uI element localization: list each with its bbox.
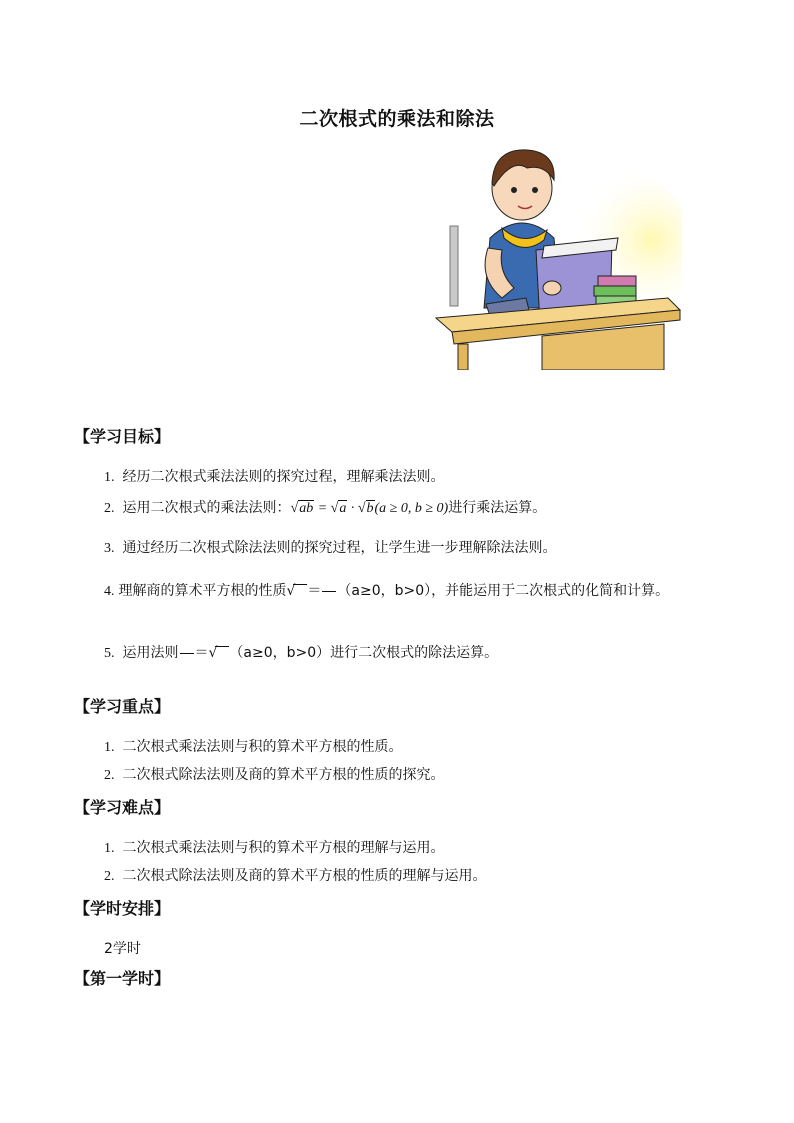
goal-condition: （a≥0，b>0） xyxy=(229,645,331,661)
goal-item-3 xyxy=(104,537,557,557)
focus-number: 1. xyxy=(104,740,115,755)
focus-text: 二次根式乘法法则与积的算术平方根的性质。 xyxy=(122,739,403,755)
student-reading-illustration xyxy=(432,138,682,370)
formula-condition: (a ≥ 0, b ≥ 0) xyxy=(374,501,449,516)
difficulty-number: 2. xyxy=(104,869,115,884)
radicand-b: b xyxy=(366,501,374,516)
goal-text: 通过经历二次根式除法法则的探究过程，让学生进一步理解除法法则。 xyxy=(122,540,557,556)
equals-sign: ＝ xyxy=(307,583,322,599)
goal-text-post: ，并能运用于二次根式的化简和计算。 xyxy=(431,583,670,599)
difficulty-number: 1. xyxy=(104,841,115,856)
radical-sign: √ xyxy=(357,501,366,516)
dot-operator: · xyxy=(347,501,358,516)
difficulty-heading: 【学习难点】 xyxy=(74,798,171,817)
goal-text-pre: 运用法则 xyxy=(122,645,179,661)
multiplication-formula xyxy=(291,500,449,516)
radical-overline xyxy=(293,584,307,599)
goal-item-5 xyxy=(104,642,498,662)
goals-heading: 【学习目标】 xyxy=(74,427,171,446)
goal-number: 3. xyxy=(104,541,115,556)
fraction-bar xyxy=(322,591,336,592)
radicand-a: a xyxy=(339,501,347,516)
goal-number: 1. xyxy=(104,470,115,485)
focus-text: 二次根式除法法则及商的算术平方根的性质的探究。 xyxy=(122,767,445,783)
difficulty-text: 二次根式乘法法则与积的算术平方根的理解与运用。 xyxy=(122,840,445,856)
page-title: 二次根式的乘法和除法 xyxy=(299,108,495,130)
difficulty-item-1 xyxy=(104,837,445,857)
goal-number: 2. xyxy=(104,501,115,516)
goal-item-1 xyxy=(104,466,445,486)
goal-item-4 xyxy=(104,580,669,600)
schedule-heading: 【学时安排】 xyxy=(74,899,171,918)
radical-sign: √ xyxy=(290,501,299,516)
goal-number: 5. xyxy=(104,646,115,661)
difficulty-item-2 xyxy=(104,865,487,885)
goal-text-pre: 运用二次根式的乘法法则： xyxy=(122,500,291,516)
equals-sign: = xyxy=(314,501,331,516)
goal-item-2 xyxy=(104,497,546,517)
fraction-bar xyxy=(180,653,194,654)
radical-sign: √ xyxy=(330,501,339,516)
focus-heading: 【学习重点】 xyxy=(74,697,171,716)
goal-text-post: 进行乘法运算。 xyxy=(448,500,547,516)
radical-sign: √ xyxy=(208,645,218,661)
goal-number: 4. xyxy=(104,584,115,599)
radical-overline xyxy=(215,646,229,661)
focus-item-1 xyxy=(104,736,403,756)
schedule-value: 2学时 xyxy=(104,941,141,957)
focus-item-2 xyxy=(104,764,445,784)
focus-number: 2. xyxy=(104,768,115,783)
goal-text: 经历二次根式乘法法则的探究过程，理解乘法法则。 xyxy=(122,469,445,485)
goal-condition: （a≥0，b>0） xyxy=(337,583,432,599)
difficulty-text: 二次根式除法法则及商的算术平方根的性质的理解与运用。 xyxy=(122,868,487,884)
equals-sign: ＝ xyxy=(194,645,209,661)
radicand-ab: ab xyxy=(299,501,314,516)
radical-sign: √ xyxy=(286,583,296,599)
goal-text-post: 进行二次根式的除法运算。 xyxy=(330,645,499,661)
first-period-heading: 【第一学时】 xyxy=(74,969,171,988)
goal-text-pre: 理解商的算术平方根的性质 xyxy=(118,583,287,599)
